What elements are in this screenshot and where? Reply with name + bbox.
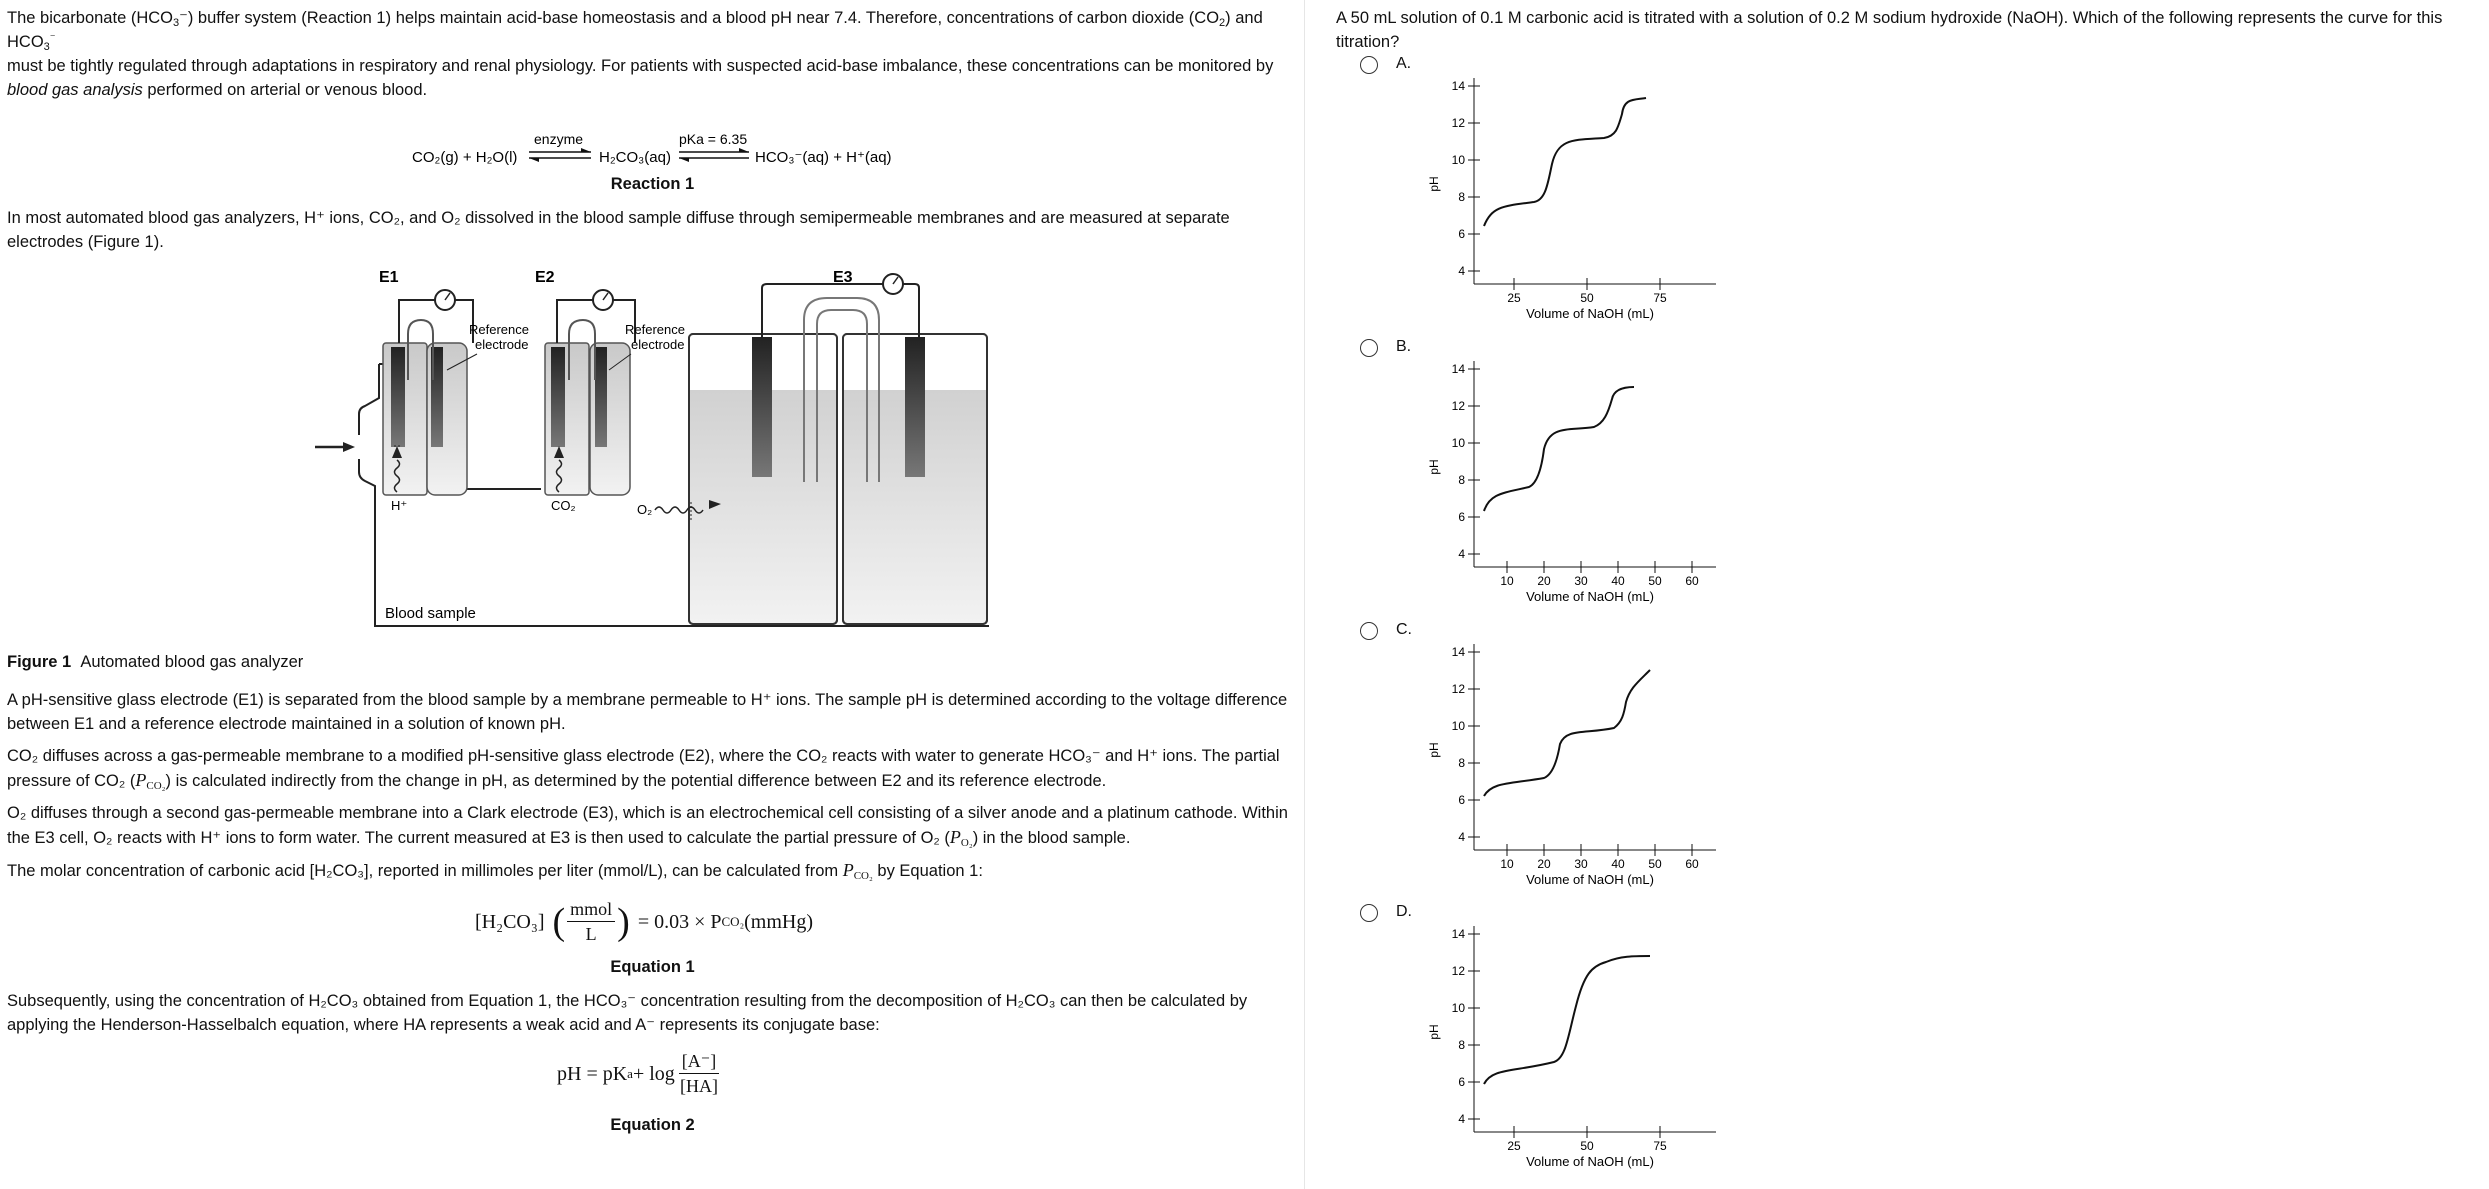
y-tick-label: 12 bbox=[1451, 964, 1465, 978]
e3-cathode bbox=[905, 337, 925, 477]
h-ion-label: H⁺ bbox=[391, 498, 408, 513]
radio-button[interactable] bbox=[1360, 622, 1378, 640]
y-tick-label: 4 bbox=[1458, 1112, 1465, 1126]
titration-curve-chart bbox=[1420, 345, 1740, 615]
intro-paragraph: The bicarbonate $(HCO_3^-)$ buffer system (Reaction 1) helps maintain acid-base homeostasis and a blood pH near 7.4. Therefore, concentrations of carbon dioxide $(CO_2)$ and $HCO_3^{^-}$ must be tightly regulated through adaptations in respiratory and renal physiology. For patients with suspected acid-base imbalance, these concentrations can be monitored by blood gas analysis performed on arterial or venous blood. bbox=[7, 9, 1274, 99]
eq1-rhs: = 0.03 × P bbox=[637, 910, 722, 933]
eq1-denominator: L bbox=[585, 924, 597, 944]
y-tick-label: 10 bbox=[1451, 1001, 1465, 1015]
x-tick-label: 50 bbox=[1648, 574, 1662, 588]
y-tick-label: 8 bbox=[1458, 190, 1465, 204]
eq2-denominator: [HA] bbox=[680, 1076, 719, 1096]
y-tick-label: 4 bbox=[1458, 547, 1465, 561]
titration-curve bbox=[1484, 98, 1646, 226]
molar-text: The molar concentration of carbonic acid [H₂CO₃], reported in millimoles per liter (mmol/L), can be calculated from bbox=[7, 862, 843, 880]
equation-2: pH = pK a + log $\frac{[A^-]}{[HA]}$ bbox=[557, 1051, 719, 1096]
answer-option-a[interactable] bbox=[1360, 52, 1720, 322]
answer-option-d[interactable] bbox=[1360, 900, 1720, 1170]
e1-paragraph: A pH-sensitive glass electrode (E1) is separated from the blood sample by a membrane permeable to H⁺ ions. The sample pH is determined according to the voltage difference between E1 and a reference electrode maintained in a solution of known pH. bbox=[7, 691, 1288, 733]
pco2-symbol: P bbox=[842, 860, 854, 880]
x-tick-label: 75 bbox=[1653, 1139, 1667, 1153]
e2-reference-electrode bbox=[595, 347, 607, 447]
po2-symbol: P bbox=[949, 827, 961, 847]
radio-button[interactable] bbox=[1360, 56, 1378, 74]
po2-subscript: O₂ bbox=[960, 837, 973, 849]
eq1-lhs: [H₂CO₃] bbox=[475, 910, 545, 933]
y-tick-label: 4 bbox=[1458, 830, 1465, 844]
y-tick-label: 8 bbox=[1458, 473, 1465, 487]
intro-emphasis: blood gas analysis bbox=[7, 81, 143, 99]
x-tick-label: 20 bbox=[1537, 857, 1551, 871]
e1-wire bbox=[399, 300, 473, 343]
e2-reference-label-1: Reference bbox=[625, 322, 685, 337]
figure-caption-text: Automated blood gas analyzer bbox=[80, 653, 304, 671]
reaction-1 bbox=[7, 110, 1298, 168]
reaction-caption: Reaction 1 bbox=[610, 175, 695, 193]
x-tick-label: 60 bbox=[1685, 574, 1699, 588]
figure-caption bbox=[7, 650, 1298, 674]
co2-label: CO₂ bbox=[551, 498, 576, 513]
eq2-numerator: [A⁻] bbox=[679, 1049, 720, 1074]
eq2-fraction bbox=[679, 1049, 720, 1098]
equation-1: [H₂CO₃] ( mmol L ) = 0.03 × P CO₂ (mmHg) bbox=[475, 899, 813, 944]
y-tick-label: 4 bbox=[1458, 264, 1465, 278]
reaction-left: CO₂(g) + H₂O(l) bbox=[412, 149, 518, 166]
inlet-arrow-head bbox=[343, 442, 355, 452]
e2-electrode bbox=[551, 347, 565, 447]
x-axis-label: Volume of NaOH (mL) bbox=[1526, 306, 1654, 321]
y-tick-label: 12 bbox=[1451, 116, 1465, 130]
e2-paragraph bbox=[7, 744, 1298, 793]
e3-paragraph bbox=[7, 801, 1298, 850]
y-tick-label: 14 bbox=[1451, 927, 1465, 941]
equation-2-caption: Equation 2 bbox=[610, 1116, 695, 1134]
y-axis-label: pH bbox=[1427, 459, 1441, 475]
y-tick-label: 14 bbox=[1451, 79, 1465, 93]
x-tick-label: 20 bbox=[1537, 574, 1551, 588]
intro-text: ⁻ bbox=[49, 32, 56, 44]
e2-text: ) is calculated indirectly from the change in pH, as determined by the potential difference between E2 and its reference electrode. bbox=[165, 772, 1107, 790]
option-letter: A. bbox=[1396, 55, 1412, 72]
y-tick-label: 10 bbox=[1451, 719, 1465, 733]
y-tick-label: 14 bbox=[1451, 645, 1465, 659]
intro-text: ) and HCO bbox=[7, 9, 1263, 51]
paren-right: ) bbox=[617, 900, 630, 943]
molar-text: by Equation 1: bbox=[872, 862, 983, 880]
y-tick-label: 6 bbox=[1458, 793, 1465, 807]
x-tick-label: 75 bbox=[1653, 291, 1667, 305]
radio-button[interactable] bbox=[1360, 904, 1378, 922]
eq2-log: + log bbox=[632, 1062, 675, 1085]
e1-reference-label-1: Reference bbox=[469, 322, 529, 337]
x-axis-label: Volume of NaOH (mL) bbox=[1526, 872, 1654, 887]
e2-text: CO₂ diffuses across a gas-permeable membrane to a modified pH-sensitive glass electrode (E2), where the CO₂ reacts with water to generate HCO₃⁻ and H⁺ ions. The partial pressure of CO₂ ( bbox=[7, 747, 1280, 790]
intro-text: performed on arterial or venous blood. bbox=[142, 81, 428, 99]
x-tick-label: 30 bbox=[1574, 574, 1588, 588]
e2-label: E2 bbox=[535, 269, 555, 286]
figure-caption-label: Figure 1 bbox=[7, 653, 72, 671]
x-tick-label: 25 bbox=[1507, 1139, 1521, 1153]
titration-curve-chart bbox=[1420, 910, 1740, 1180]
titration-curve bbox=[1484, 956, 1650, 1084]
equation-1-caption: Equation 1 bbox=[610, 958, 695, 976]
x-tick-label: 25 bbox=[1507, 291, 1521, 305]
e3-text: O₂ diffuses through a second gas-permeable membrane into a Clark electrode (E3), which is an electrochemical cell consisting of a silver anode and a platinum cathode. Within the E3 cell, O₂ reacts with H⁺ ions to form water. The current measured at E3 is then used to calculate the partial pressure of O₂ ( bbox=[7, 804, 1288, 847]
e2-reference-label-2: electrode bbox=[631, 337, 685, 352]
answer-option-c[interactable] bbox=[1360, 618, 1720, 888]
blood-sample-label: Blood sample bbox=[385, 605, 476, 622]
x-axis-label: Volume of NaOH (mL) bbox=[1526, 589, 1654, 604]
figure-1 bbox=[7, 262, 1298, 650]
answer-option-b[interactable] bbox=[1360, 335, 1720, 605]
e3-anode bbox=[752, 337, 772, 477]
x-tick-label: 50 bbox=[1580, 291, 1594, 305]
question-stem: A 50 mL solution of 0.1 M carbonic acid is titrated with a solution of 0.2 M sodium hydroxide (NaOH). Which of the following represents the curve for this titration? bbox=[1336, 9, 2443, 51]
reaction-right: HCO₃⁻(aq) + H⁺(aq) bbox=[755, 149, 892, 166]
intro-text: The bicarbonate (HCO bbox=[7, 9, 173, 27]
y-tick-label: 10 bbox=[1451, 436, 1465, 450]
intro-text: must be tightly regulated through adaptations in respiratory and renal physiology. For patients with suspected acid-base imbalance, these concentrations can be monitored by bbox=[7, 57, 1274, 75]
e1-electrode bbox=[391, 347, 405, 447]
analyzer-paragraph: In most automated blood gas analyzers, H⁺ ions, CO₂, and O₂ dissolved in the blood sample diffuse through semipermeable membranes and are measured at separate electrodes (Figure 1). bbox=[7, 209, 1230, 251]
reaction-pka-label: pKa = 6.35 bbox=[679, 131, 748, 147]
pco2-symbol: P bbox=[135, 770, 147, 790]
radio-button[interactable] bbox=[1360, 339, 1378, 357]
x-tick-label: 60 bbox=[1685, 857, 1699, 871]
intro-text: ⁻) buffer system (Reaction 1) helps maintain acid-base homeostasis and a blood pH near 7.4. Therefore, concentrations of carbon dioxide (CO bbox=[179, 9, 1220, 27]
sample-channel-top bbox=[359, 364, 379, 435]
y-tick-label: 10 bbox=[1451, 153, 1465, 167]
y-tick-label: 6 bbox=[1458, 1075, 1465, 1089]
x-axis-label: Volume of NaOH (mL) bbox=[1526, 1154, 1654, 1169]
x-tick-label: 40 bbox=[1611, 857, 1625, 871]
y-tick-label: 6 bbox=[1458, 510, 1465, 524]
eq1-unit: (mmHg) bbox=[744, 910, 813, 933]
titration-curve-chart bbox=[1420, 628, 1740, 898]
y-axis-label: pH bbox=[1427, 1024, 1441, 1040]
y-tick-label: 8 bbox=[1458, 1038, 1465, 1052]
reaction-middle: H₂CO₃(aq) bbox=[599, 149, 671, 166]
e3-label: E3 bbox=[833, 269, 853, 286]
paren-left: ( bbox=[552, 900, 566, 943]
x-tick-label: 50 bbox=[1648, 857, 1662, 871]
option-letter: C. bbox=[1396, 621, 1412, 638]
eq2-lhs: pH = pK bbox=[557, 1062, 628, 1085]
e1-reference-label-2: electrode bbox=[475, 337, 529, 352]
molar-paragraph bbox=[7, 858, 1298, 883]
x-tick-label: 40 bbox=[1611, 574, 1625, 588]
reaction-diagram bbox=[7, 110, 1297, 168]
eq1-numerator: mmol bbox=[567, 897, 615, 922]
x-tick-label: 10 bbox=[1500, 574, 1514, 588]
e1-label: E1 bbox=[379, 269, 399, 286]
y-tick-label: 12 bbox=[1451, 399, 1465, 413]
pco2-subscript: CO₂ bbox=[853, 870, 873, 882]
x-tick-label: 10 bbox=[1500, 857, 1514, 871]
y-axis-label: pH bbox=[1427, 176, 1441, 192]
titration-curve bbox=[1484, 387, 1634, 511]
x-tick-label: 50 bbox=[1580, 1139, 1594, 1153]
titration-curve bbox=[1484, 670, 1650, 796]
reaction-enzyme-label: enzyme bbox=[534, 131, 584, 147]
blood-gas-analyzer-diagram bbox=[307, 262, 1307, 650]
y-tick-label: 12 bbox=[1451, 682, 1465, 696]
option-letter: D. bbox=[1396, 903, 1412, 920]
titration-curve-chart bbox=[1420, 62, 1740, 332]
y-tick-label: 6 bbox=[1458, 227, 1465, 241]
hh-paragraph: Subsequently, using the concentration of H₂CO₃ obtained from Equation 1, the HCO₃⁻ concentration resulting from the decomposition of H₂CO₃ can then be calculated by applying the Henderson-Hasselbalch equation, where HA represents a weak acid and A⁻ represents its conjugate base: bbox=[7, 992, 1248, 1034]
eq1-fraction bbox=[567, 897, 615, 946]
pco2-subscript: CO₂ bbox=[146, 780, 166, 792]
y-tick-label: 14 bbox=[1451, 362, 1465, 376]
o2-label: O₂ bbox=[637, 502, 653, 517]
x-tick-label: 30 bbox=[1574, 857, 1588, 871]
y-axis-label: pH bbox=[1427, 742, 1441, 758]
e3-text: ) in the blood sample. bbox=[972, 829, 1131, 847]
y-tick-label: 8 bbox=[1458, 756, 1465, 770]
option-letter: B. bbox=[1396, 338, 1412, 355]
